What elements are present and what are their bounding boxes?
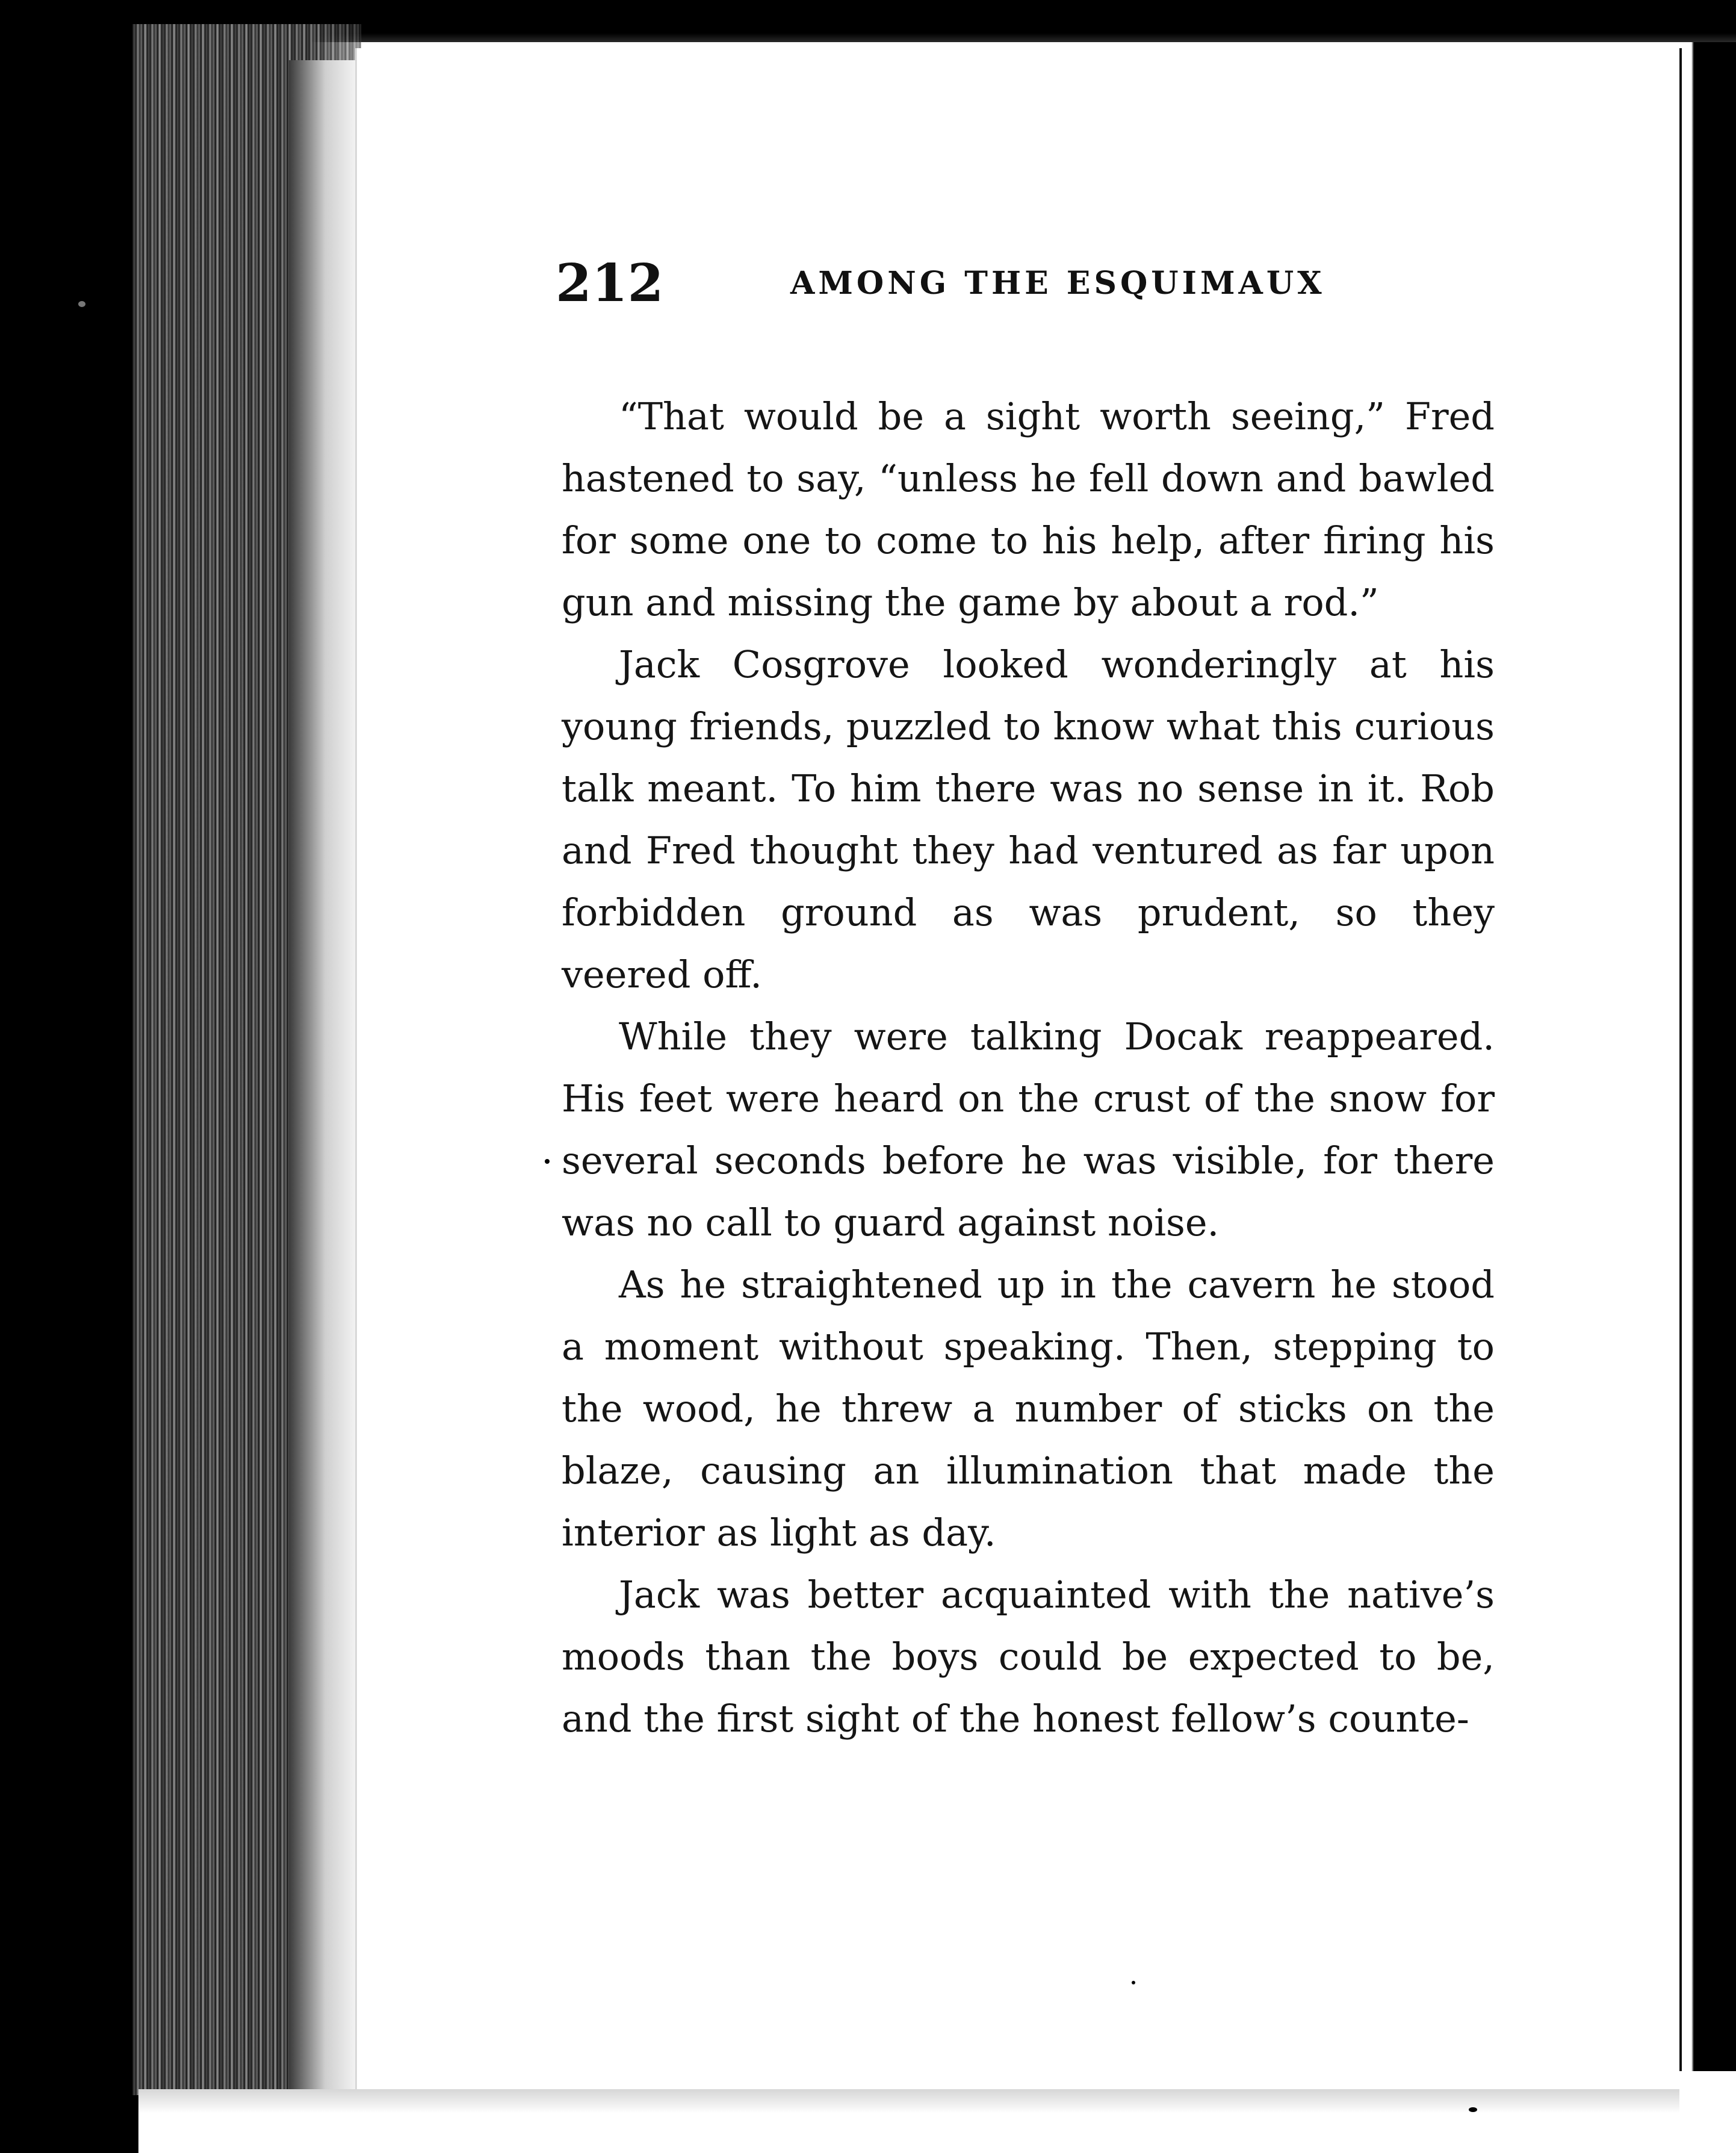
page-header xyxy=(556,253,1639,337)
scan-background-left xyxy=(0,0,138,2153)
scan-background-right xyxy=(1685,42,1736,2071)
paragraph: As he straightened up in the cavern he stood a moment without speaking. Then, stepping to the wood, he threw a number of sticks on the blaze, causing an illumination that made the interior as light as day. xyxy=(562,1263,1495,1555)
page-stack-highlight xyxy=(289,60,355,2101)
scan-background-top xyxy=(132,0,1736,42)
book-page xyxy=(355,48,1678,2089)
facing-page-gutter-line xyxy=(1679,48,1682,2071)
page-bottom-shadow xyxy=(138,2089,1679,2113)
page-number: 212 xyxy=(556,253,664,314)
paragraph: Jack Cosgrove looked wonderingly at his young friends, puzzled to know what this curious talk meant. To him there was no sense in it. Rob and Fred thought they had ventured as far upon forbidden ground as was prudent, so they veered off. xyxy=(562,642,1495,996)
paragraph: “That would be a sight worth seeing,” Fred hastened to say, “unless he fell down and bawled for some one to come to his help, after firing his gun and missing the game by about a rod.” xyxy=(562,394,1495,624)
dust-speck xyxy=(545,1159,550,1164)
dust-speck xyxy=(78,301,85,307)
dust-speck xyxy=(1132,1981,1135,1984)
body-text xyxy=(562,385,1495,1750)
dust-speck xyxy=(1469,2107,1477,2112)
paragraph: While they were talking Docak reappeared. His feet were heard on the crust of the snow for several seconds before he was visible, for there was no call to guard against noise. xyxy=(562,1014,1495,1244)
running-title: AMONG THE ESQUIMAUX xyxy=(790,265,1325,302)
paragraph: Jack was better acquainted with the native’s moods than the boys could be expected to be, and the first sight of the honest fellow’s counte- xyxy=(562,1573,1495,1741)
